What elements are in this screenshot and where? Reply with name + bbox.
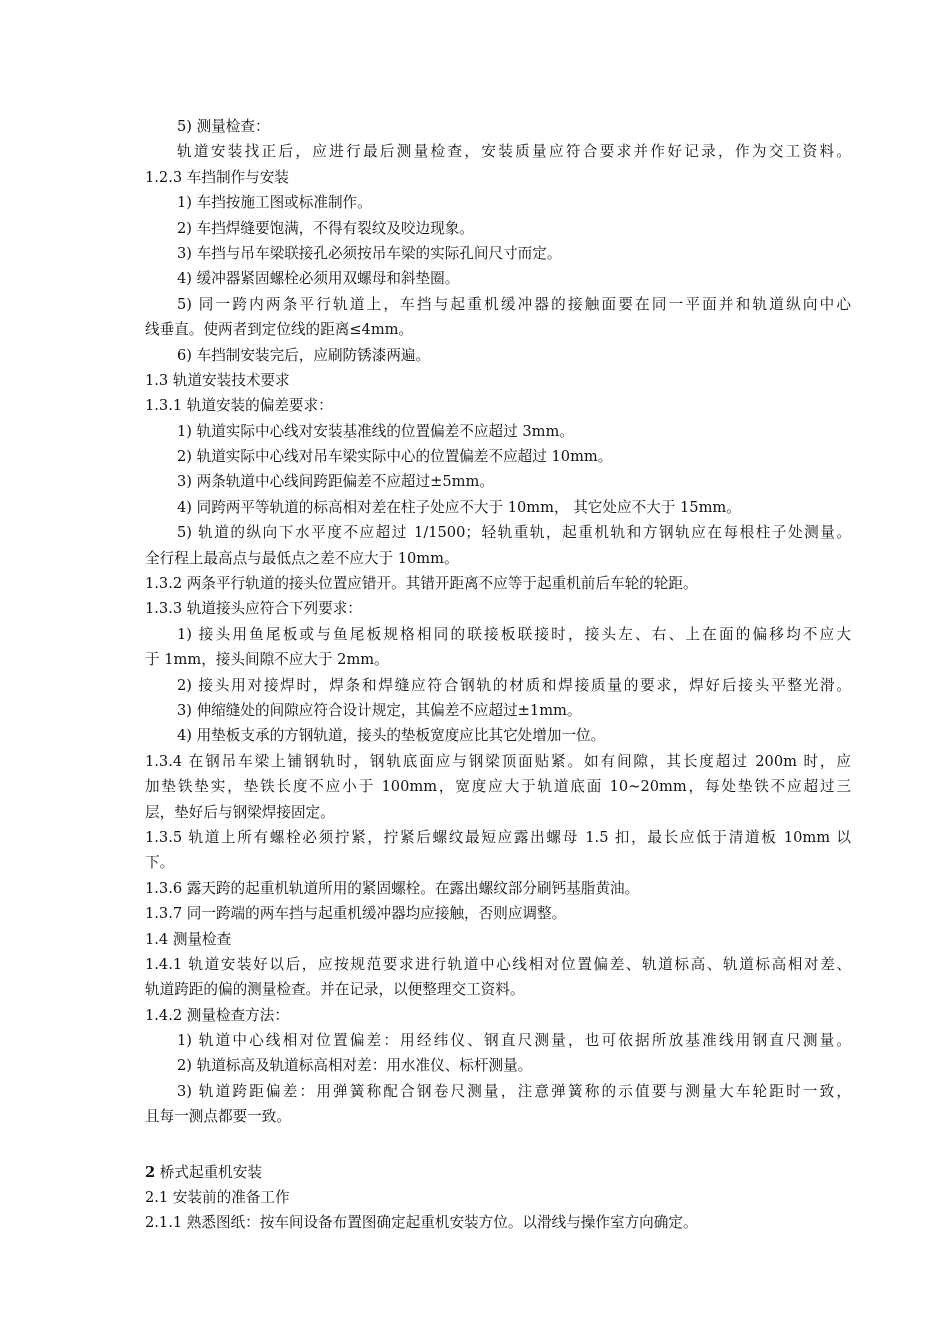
text-line: 线垂直。使两者到定位线的距离≤4mm。: [145, 321, 414, 339]
text-line: 5) 测量检查：: [177, 118, 270, 135]
text-line: 1) 轨道中心线相对位置偏差：用经纬仪、钢直尺测量，也可依据所放基准线用钢直尺测量。: [177, 1032, 851, 1050]
text-line: 1.3 轨道安装技术要求: [145, 371, 290, 389]
text-line: 1.3.2 两条平行轨道的接头位置应错开。其错开距离不应等于起重机前后车轮的轮距。: [145, 575, 698, 593]
text-line: 1.3.5 轨道上所有螺栓必须拧紧，拧紧后螺纹最短应露出螺母 1.5 扣，最长应低于清道板 10mm 以: [145, 828, 851, 846]
text-line: 1.2.3 车挡制作与安装: [145, 168, 289, 186]
text-line: 加垫铁垫实，垫铁长度不应小于 100mm，宽度应大于轨道底面 10~20mm，每处垫铁不应超过三: [145, 778, 851, 796]
text-line: 1) 轨道实际中心线对安装基准线的位置偏差不应超过 3mm。: [177, 422, 574, 440]
text-line: 3) 轨道跨距偏差：用弹簧称配合钢卷尺测量，注意弹簧称的示值要与测量大车轮距时一致，: [177, 1082, 851, 1100]
text-line: 4) 用垫板支承的方钢轨道，接头的垫板宽度应比其它处增加一位。: [177, 727, 606, 745]
text-line: 2.1 安装前的准备工作: [145, 1189, 290, 1207]
section-2-number: 2: [145, 1163, 156, 1181]
text-line: 3) 伸缩缝处的间隙应符合设计规定，其偏差不应超过±1mm。: [177, 701, 582, 719]
text-line: 1) 车挡按施工图或标准制作。: [177, 194, 372, 212]
text-line: 2) 轨道实际中心线对吊车梁实际中心的位置偏差不应超过 10mm。: [177, 448, 613, 466]
text-line: 4) 同跨两平等轨道的标高相对差在柱子处应不大于 10mm， 其它处应不大于 15mm。: [177, 498, 741, 516]
text-line: 1.3.1 轨道安装的偏差要求：: [145, 397, 333, 415]
section-2-heading: [145, 1160, 851, 1185]
text-line: 1.4 测量检查: [145, 930, 232, 948]
text-line: 1.4.2 测量检查方法：: [145, 1006, 289, 1024]
text-line: 6) 车挡制安装完后，应刷防锈漆两遍。: [177, 346, 431, 364]
text-line: 且每一测点都要一致。: [145, 1108, 291, 1126]
text-line: 2.1.1 熟悉图纸：按车间设备布置图确定起重机安装方位。以滑线与操作室方向确定。: [145, 1214, 698, 1232]
text-line: 1.3.7 同一跨端的两车挡与起重机缓冲器均应接触，否则应调整。: [145, 905, 567, 923]
text-line: 2) 轨道标高及轨道标高相对差：用水准仪、标杆测量。: [177, 1057, 533, 1075]
text-line: 1.3.3 轨道接头应符合下列要求：: [145, 600, 362, 618]
text-line: 轨道安装找正后，应进行最后测量检查，安装质量应符合要求并作好记录，作为交工资料。: [177, 143, 851, 161]
text-line: 4) 缓冲器紧固螺栓必须用双螺母和斜垫圈。: [177, 270, 460, 288]
text-line: 3) 车挡与吊车梁联接孔必须按吊车梁的实际孔间尺寸而定。: [177, 244, 562, 262]
section-gap: [145, 1130, 851, 1160]
document-body: [145, 114, 851, 1236]
text-line: 于 1mm，接头间隙不应大于 2mm。: [145, 651, 389, 669]
text-line: 1) 接头用鱼尾板或与鱼尾板规格相同的联接板联接时，接头左、右、上在面的偏移均不应大: [177, 625, 851, 643]
text-line: 轨道跨距的偏的测量检查。并在记录，以便整理交工资料。: [145, 981, 525, 999]
text-line: 1.3.6 露天跨的起重机轨道所用的紧固螺栓。在露出螺纹部分刷钙基脂黄油。: [145, 879, 640, 897]
text-line: 5) 同一跨内两条平行轨道上，车挡与起重机缓冲器的接触面要在同一平面并和轨道纵向中心: [177, 295, 851, 313]
section-2-body: [145, 1185, 851, 1236]
text-line: 2) 接头用对接焊时，焊条和焊缝应符合钢轨的材质和焊接质量的要求，焊好后接头平整光滑。: [177, 676, 851, 694]
text-line: 层，垫好后与钢梁焊接固定。: [145, 803, 335, 821]
text-line: 1.3.4 在钢吊车梁上铺钢轨时，钢轨底面应与钢梁顶面贴紧。如有间隙，其长度超过 200m 时，应: [145, 752, 851, 770]
text-line: 3) 两条轨道中心线间跨距偏差不应超过±5mm。: [177, 473, 494, 491]
section-1-body: [145, 114, 851, 1130]
text-line: 1.4.1 轨道安装好以后，应按规范要求进行轨道中心线相对位置偏差、轨道标高、轨道标高相对差、: [145, 955, 851, 973]
text-line: 2) 车挡焊缝要饱满，不得有裂纹及咬边现象。: [177, 219, 474, 237]
text-line: 5) 轨道的纵向下水平度不应超过 1/1500；轻轨重轨，起重机轨和方钢轨应在每根柱子处测量。: [177, 524, 851, 542]
text-line: 下。: [145, 854, 175, 872]
text-line: 全行程上最高点与最低点之差不应大于 10mm。: [145, 549, 459, 567]
section-2-title: 桥式起重机安装: [155, 1163, 262, 1181]
